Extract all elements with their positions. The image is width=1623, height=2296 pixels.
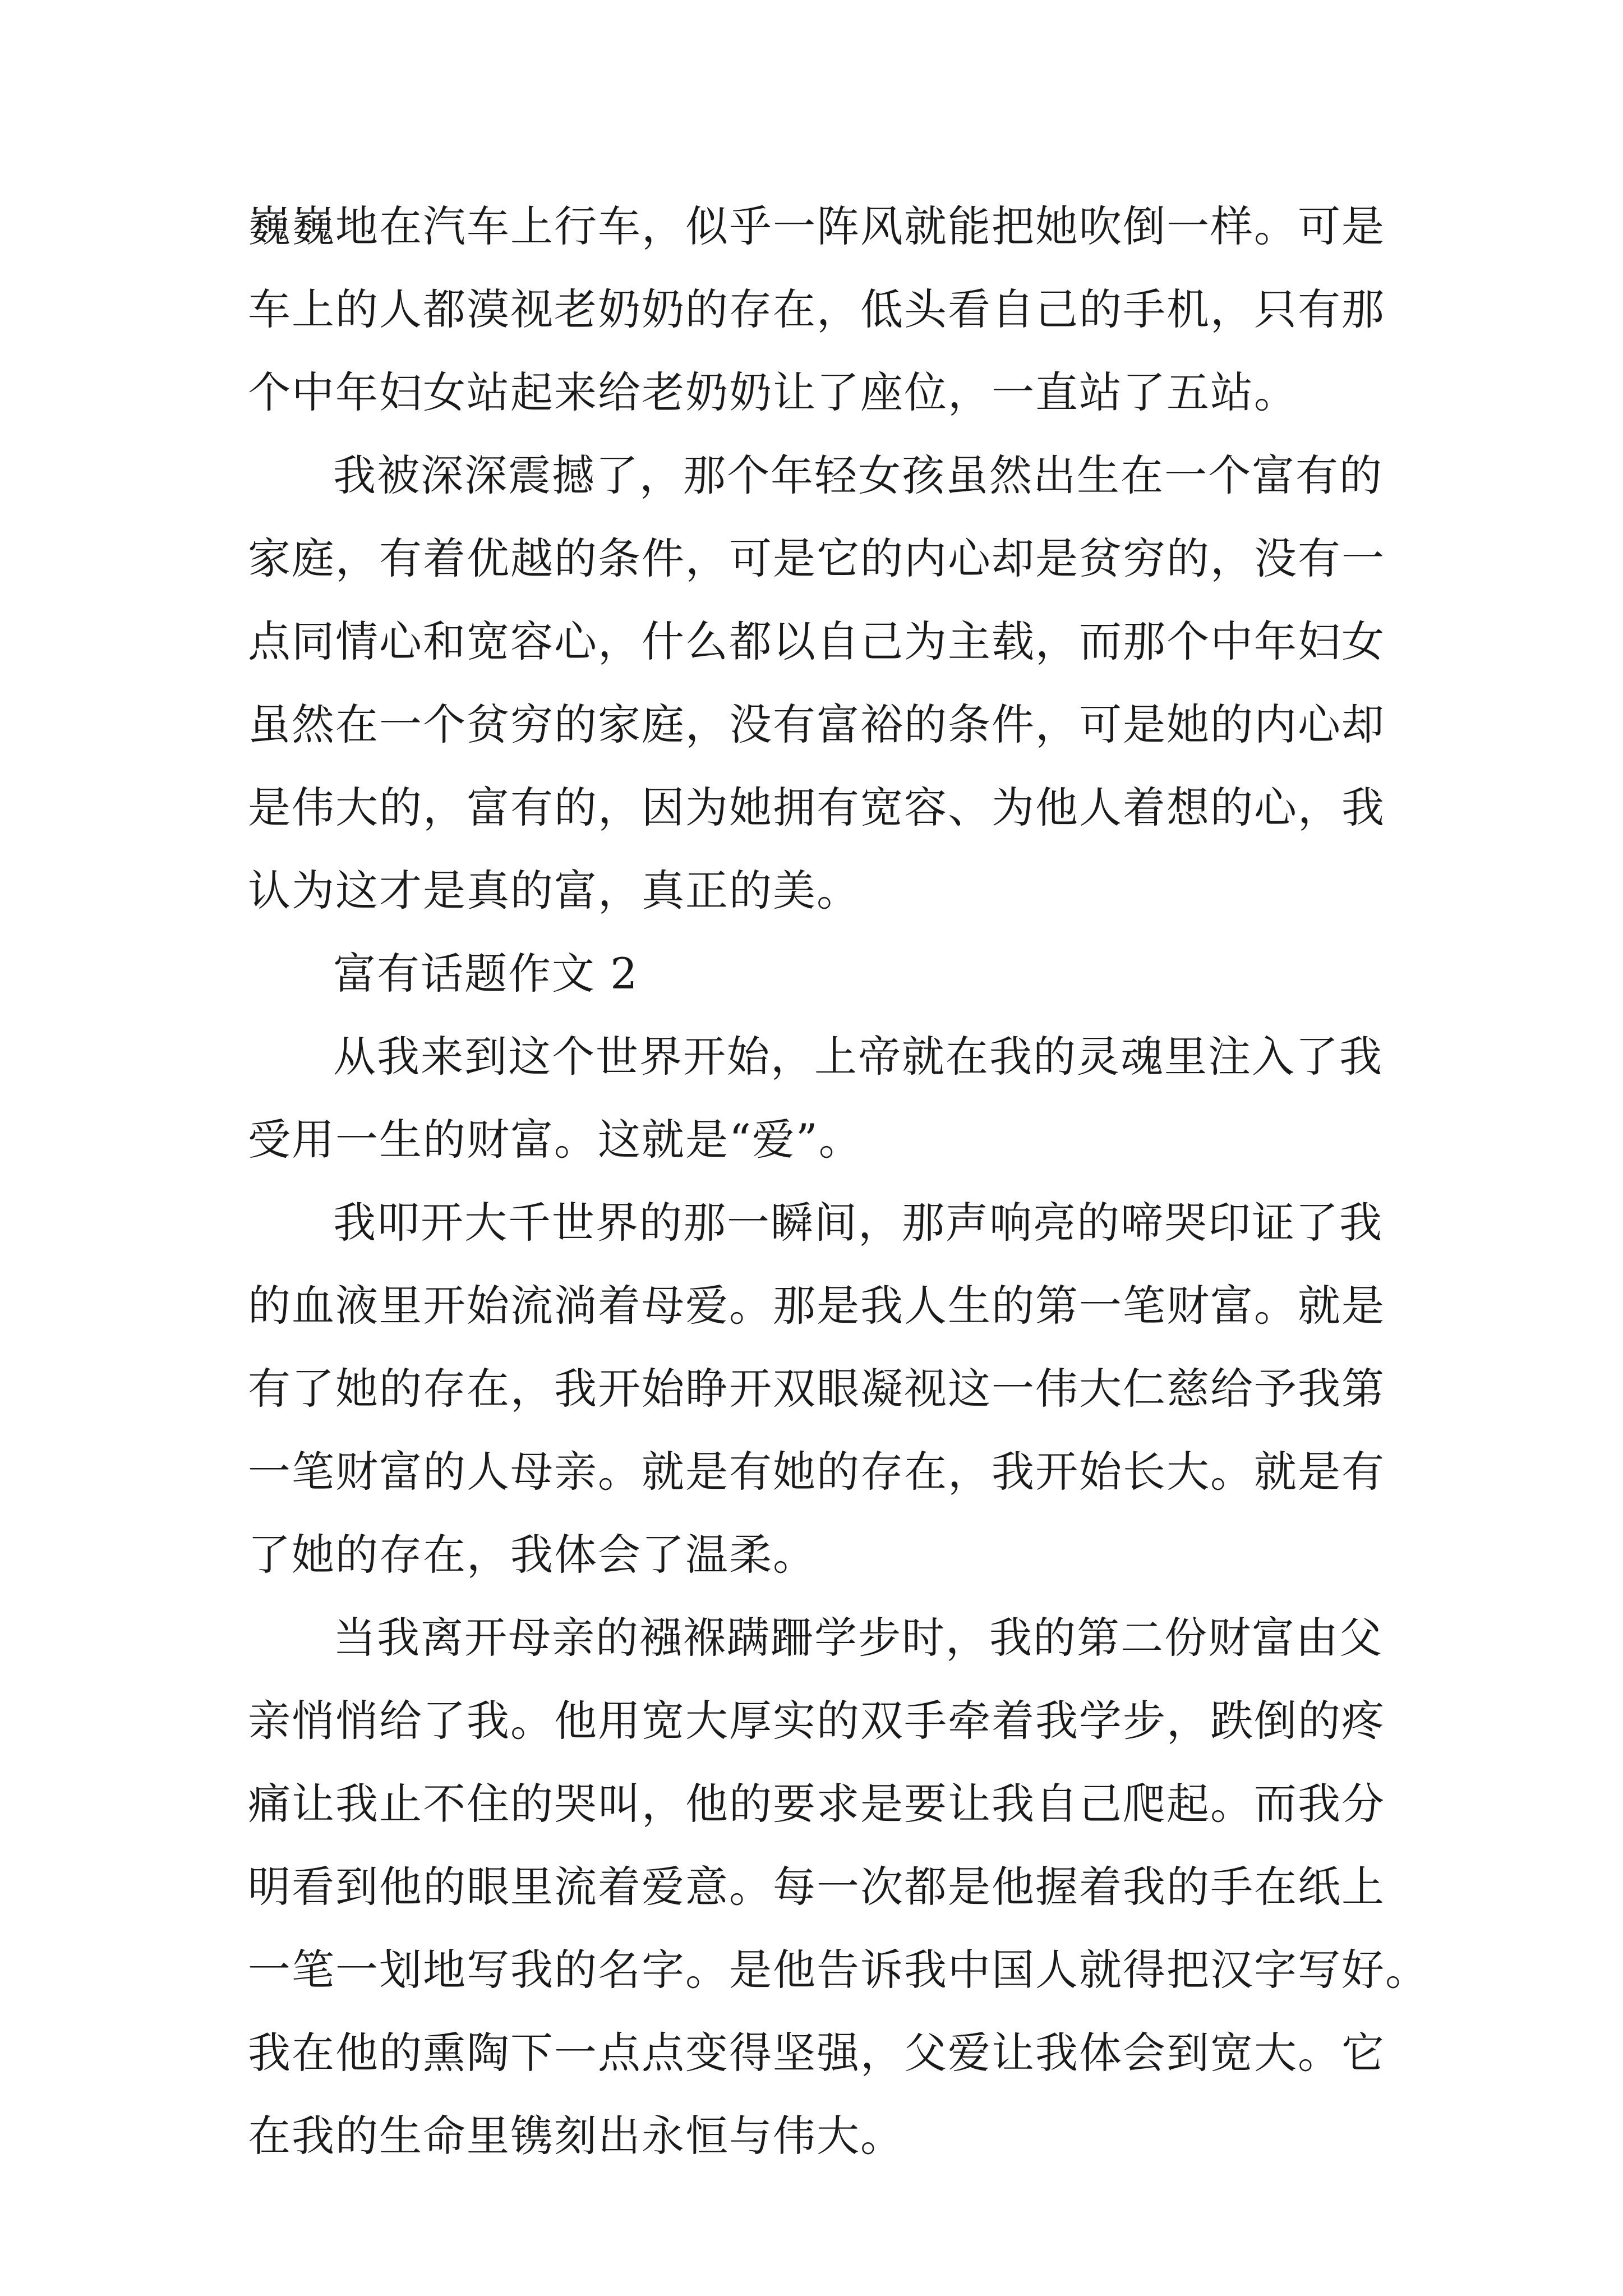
text-line: 虽然在一个贫穷的家庭，没有富裕的条件，可是她的内心却 xyxy=(248,700,1385,749)
text-line: 了她的存在，我体会了温柔。 xyxy=(248,1530,817,1580)
document-body xyxy=(248,185,1429,2178)
paragraph-first-line: 我被深深震撼了，那个年轻女孩虽然出生在一个富有的 xyxy=(333,450,1383,500)
text-line: 我在他的熏陶下一点点变得坚强，父爱让我体会到宽大。它 xyxy=(248,2028,1385,2078)
text-line: 巍巍地在汽车上行车，似乎一阵风就能把她吹倒一样。可是 xyxy=(248,201,1385,251)
text-line: 亲悄悄给了我。他用宽大厚实的双手牵着我学步，跌倒的疼 xyxy=(248,1696,1385,1746)
text-line: 是伟大的，富有的，因为她拥有宽容、为他人着想的心，我 xyxy=(248,783,1385,832)
paragraph-first-line: 从我来到这个世界开始，上帝就在我的灵魂里注入了我 xyxy=(333,1032,1383,1082)
text-line: 的血液里开始流淌着母爱。那是我人生的第一笔财富。就是 xyxy=(248,1281,1385,1331)
text-line: 明看到他的眼里流着爱意。每一次都是他握着我的手在纸上 xyxy=(248,1862,1385,1912)
text-line: 有了她的存在，我开始睁开双眼凝视这一伟大仁慈给予我第 xyxy=(248,1364,1385,1414)
text-line: 个中年妇女站起来给老奶奶让了座位，一直站了五站。 xyxy=(248,367,1298,417)
text-line: 一笔财富的人母亲。就是有她的存在，我开始长大。就是有 xyxy=(248,1447,1385,1497)
text-line: 车上的人都漠视老奶奶的存在，低头看自己的手机，只有那 xyxy=(248,284,1385,334)
text-line: 点同情心和宽容心，什么都以自己为主载，而那个中年妇女 xyxy=(248,616,1385,666)
text-line: 痛让我止不住的哭叫，他的要求是要让我自己爬起。而我分 xyxy=(248,1779,1385,1829)
text-line: 一笔一划地写我的名字。是他告诉我中国人就得把汉字写好。 xyxy=(248,1945,1429,1995)
text-line: 家庭，有着优越的条件，可是它的内心却是贫穷的，没有一 xyxy=(248,533,1385,583)
paragraph-first-line: 当我离开母亲的襁褓蹒跚学步时，我的第二份财富由父 xyxy=(333,1613,1383,1663)
text-line: 认为这才是真的富，真正的美。 xyxy=(248,866,860,915)
paragraph-first-line: 我叩开大千世界的那一瞬间，那声响亮的啼哭印证了我 xyxy=(333,1198,1383,1248)
text-line: 在我的生命里镌刻出永恒与伟大。 xyxy=(248,2111,904,2161)
section-heading: 富有话题作文 2 xyxy=(333,949,639,999)
text-line: 受用一生的财富。这就是“爱”。 xyxy=(248,1115,863,1165)
